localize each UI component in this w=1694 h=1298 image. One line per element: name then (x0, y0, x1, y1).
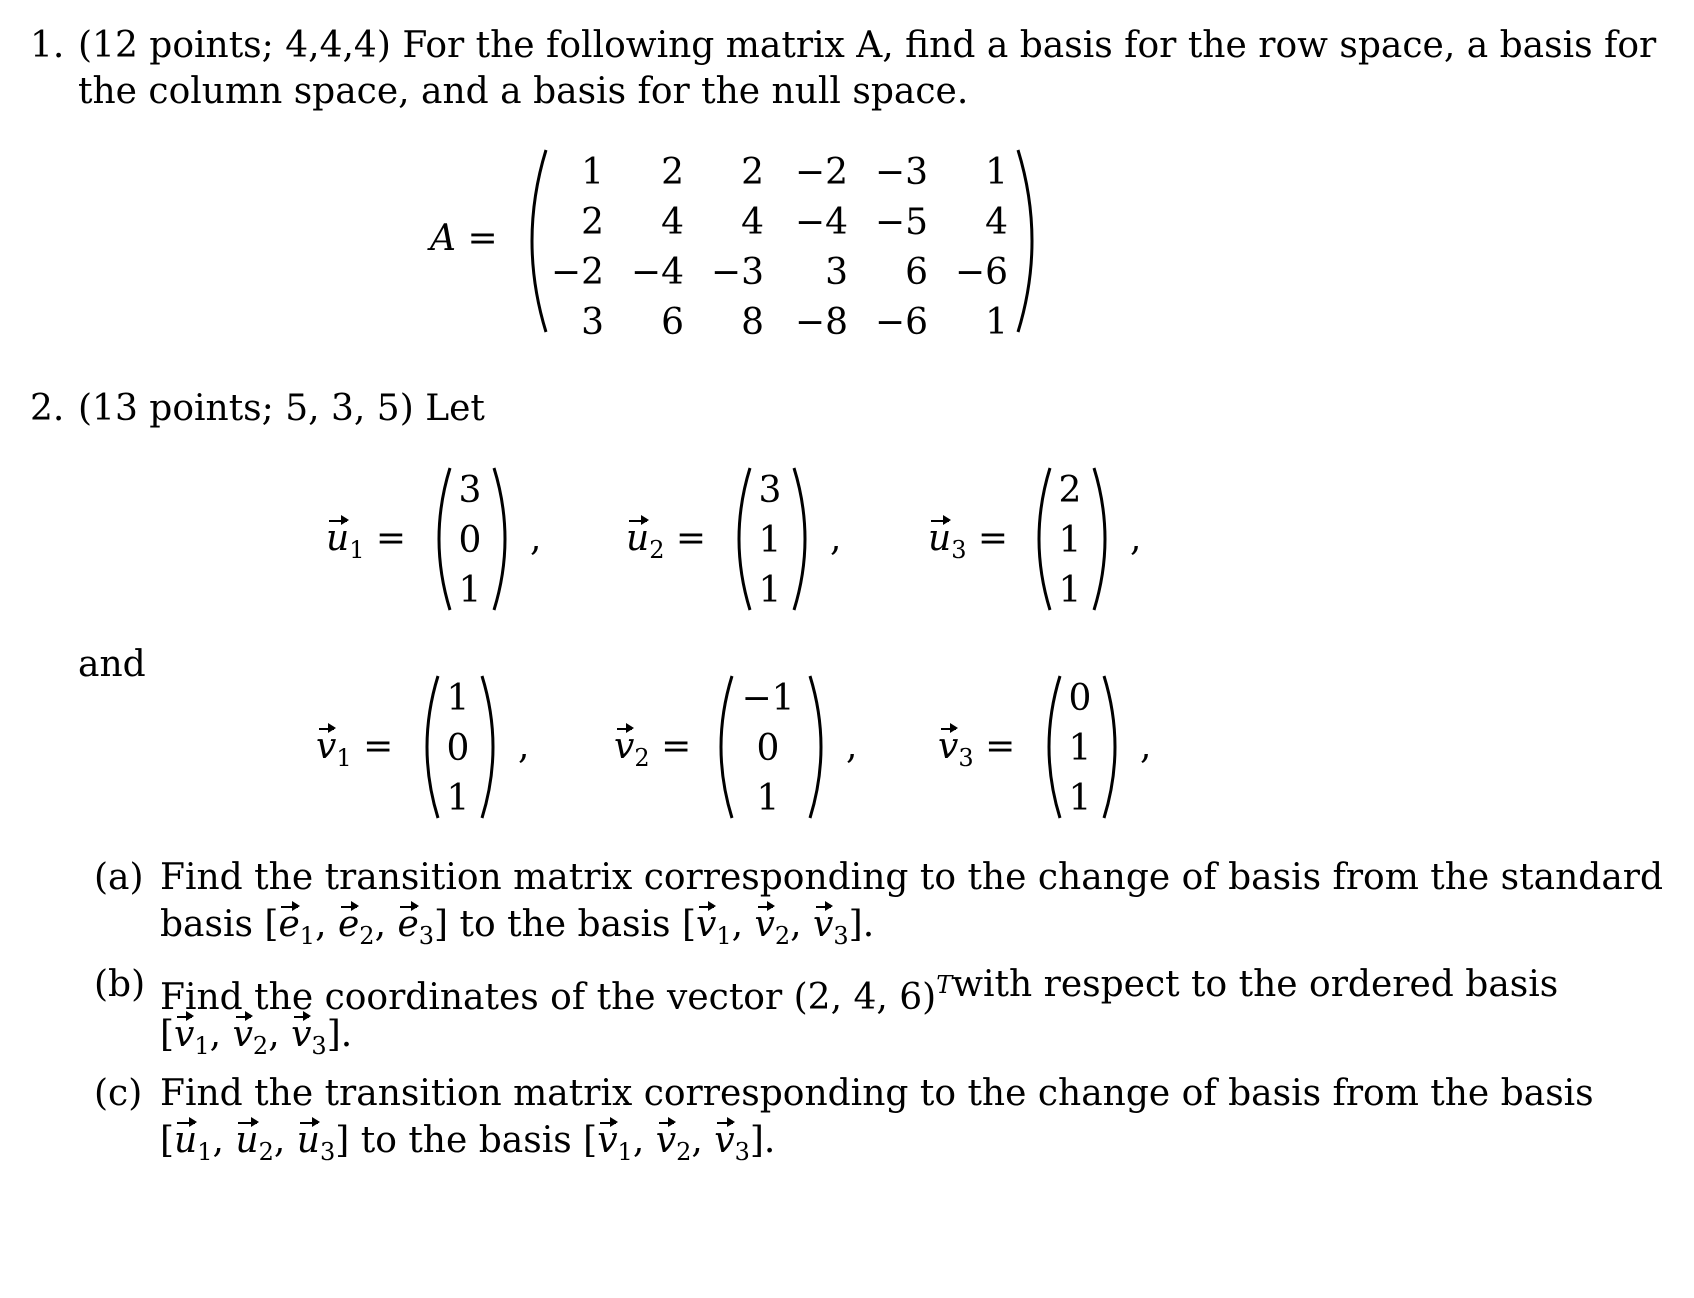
problem-1-statement-line2: the column space, and a basis for the null space. (78, 71, 969, 112)
matrix-left-paren (512, 146, 552, 336)
vector-entry: 0 (756, 728, 780, 769)
matrix-cell: −6 (874, 302, 928, 343)
vector-entry: 1 (1068, 778, 1092, 819)
part-a-line1: Find the transition matrix corresponding to the change of basis from the standard (160, 857, 1664, 898)
u2-column-vector (748, 466, 792, 616)
vector-entry: 1 (758, 570, 782, 611)
v2-column-vector (728, 674, 808, 824)
matrix-cell: −3 (710, 252, 764, 293)
part-b-line1 (160, 960, 1559, 1023)
matrix-right-paren (1012, 146, 1052, 336)
matrix-cell: 4 (661, 202, 684, 243)
e1-symbol: e (278, 900, 299, 950)
part-b-line1-suffix: with respect to the ordered basis (952, 964, 1559, 1005)
part-a-to-the-basis: to the basis (459, 904, 671, 945)
vector-comma: , (1140, 726, 1152, 767)
matrix-cell: −4 (630, 252, 684, 293)
v3-column-vector (1058, 674, 1102, 824)
part-b-marker: (b) (94, 964, 146, 1005)
part-a-line2: basis [$e_1$, $e_2$, $e_3$] to the basis [$v_1$, $v_2$, $v_3$]. (160, 900, 874, 961)
vector-comma: , (1130, 518, 1142, 559)
u2-label: $u_2$ = (626, 514, 706, 575)
matrix-cell: 3 (581, 302, 604, 343)
vector-comma: , (846, 726, 858, 767)
vector-right-paren (790, 464, 820, 614)
vector-right-paren (490, 464, 520, 614)
vector-entry: −1 (741, 678, 795, 719)
part-c-marker: (c) (94, 1073, 143, 1114)
problem-1-number: 1. (30, 25, 65, 66)
problem-1-statement-line1: (12 points; 4,4,4) For the following matrix A, find a basis for the row space, a basis for (78, 25, 1657, 66)
vector-entry: 1 (756, 778, 780, 819)
matrix-cell: −5 (874, 202, 928, 243)
vector-comma: , (530, 518, 542, 559)
vector-comma: , (518, 726, 530, 767)
part-b-line2: [$v_1$, $v_2$, $v_3$]. (160, 1010, 352, 1071)
vector-entry: 1 (446, 778, 470, 819)
matrix-cell: −2 (794, 152, 848, 193)
matrix-cell: −2 (550, 252, 604, 293)
matrix-cell: 2 (581, 202, 604, 243)
matrix-cell: 2 (661, 152, 684, 193)
transpose-superscript: T (936, 971, 953, 999)
matrix-cell: 1 (581, 152, 604, 193)
u1-label: $u_1$ = (326, 514, 406, 575)
u3-column-vector (1048, 466, 1092, 616)
u1-column-vector (448, 466, 492, 616)
v2-label: $v_2$ = (614, 722, 691, 783)
part-c-line1: Find the transition matrix corresponding to the change of basis from the basis (160, 1073, 1594, 1114)
v1-label: $v_1$ = (316, 722, 393, 783)
matrix-cell: 4 (741, 202, 764, 243)
problem-2-number: 2. (30, 388, 65, 429)
vector-right-paren (806, 672, 836, 822)
vector-right-paren (478, 672, 508, 822)
part-a-basis-word: basis (160, 904, 253, 945)
vector-right-paren (1100, 672, 1130, 822)
matrix-cell: 3 (825, 252, 848, 293)
v1-column-vector (436, 674, 480, 824)
matrix-a-label: A = (430, 218, 498, 259)
vector-entry: 1 (1058, 520, 1082, 561)
vector-entry: 3 (758, 470, 782, 511)
part-c-to-the-basis: to the basis (360, 1120, 572, 1161)
vector-entry: 1 (458, 570, 482, 611)
v3-label: $v_3$ = (938, 722, 1015, 783)
matrix-cell: −3 (874, 152, 928, 193)
matrix-cell: 1 (985, 302, 1008, 343)
part-c-line2: [$u_1$, $u_2$, $u_3$] to the basis [$v_1$, $v_2$, $v_3$]. (160, 1116, 775, 1177)
vector-entry: 2 (1058, 470, 1082, 511)
vector-entry: 0 (458, 520, 482, 561)
problem-2-intro: (13 points; 5, 3, 5) Let (78, 388, 485, 429)
matrix-a (548, 148, 1008, 348)
e2-symbol: e (338, 900, 359, 950)
vector-right-paren (1090, 464, 1120, 614)
part-a-marker: (a) (94, 857, 144, 898)
vector-entry: 3 (458, 470, 482, 511)
matrix-cell: 8 (741, 302, 764, 343)
matrix-cell: −6 (954, 252, 1008, 293)
matrix-cell: 4 (985, 202, 1008, 243)
vector-comma: , (830, 518, 842, 559)
matrix-cell: 2 (741, 152, 764, 193)
vector-entry: 1 (1058, 570, 1082, 611)
e3-symbol: e (397, 900, 418, 950)
vector-entry: 0 (446, 728, 470, 769)
matrix-cell: 6 (661, 302, 684, 343)
part-b-line1-prefix: Find the coordinates of the vector (2, 4, 6) (160, 977, 937, 1018)
vector-entry: 1 (1068, 728, 1092, 769)
and-label: and (78, 644, 146, 685)
matrix-cell: 1 (985, 152, 1008, 193)
vector-entry: 1 (758, 520, 782, 561)
u3-label: $u_3$ = (928, 514, 1008, 575)
matrix-cell: −4 (794, 202, 848, 243)
vector-entry: 0 (1068, 678, 1092, 719)
matrix-cell: 6 (905, 252, 928, 293)
vector-entry: 1 (446, 678, 470, 719)
matrix-cell: −8 (794, 302, 848, 343)
